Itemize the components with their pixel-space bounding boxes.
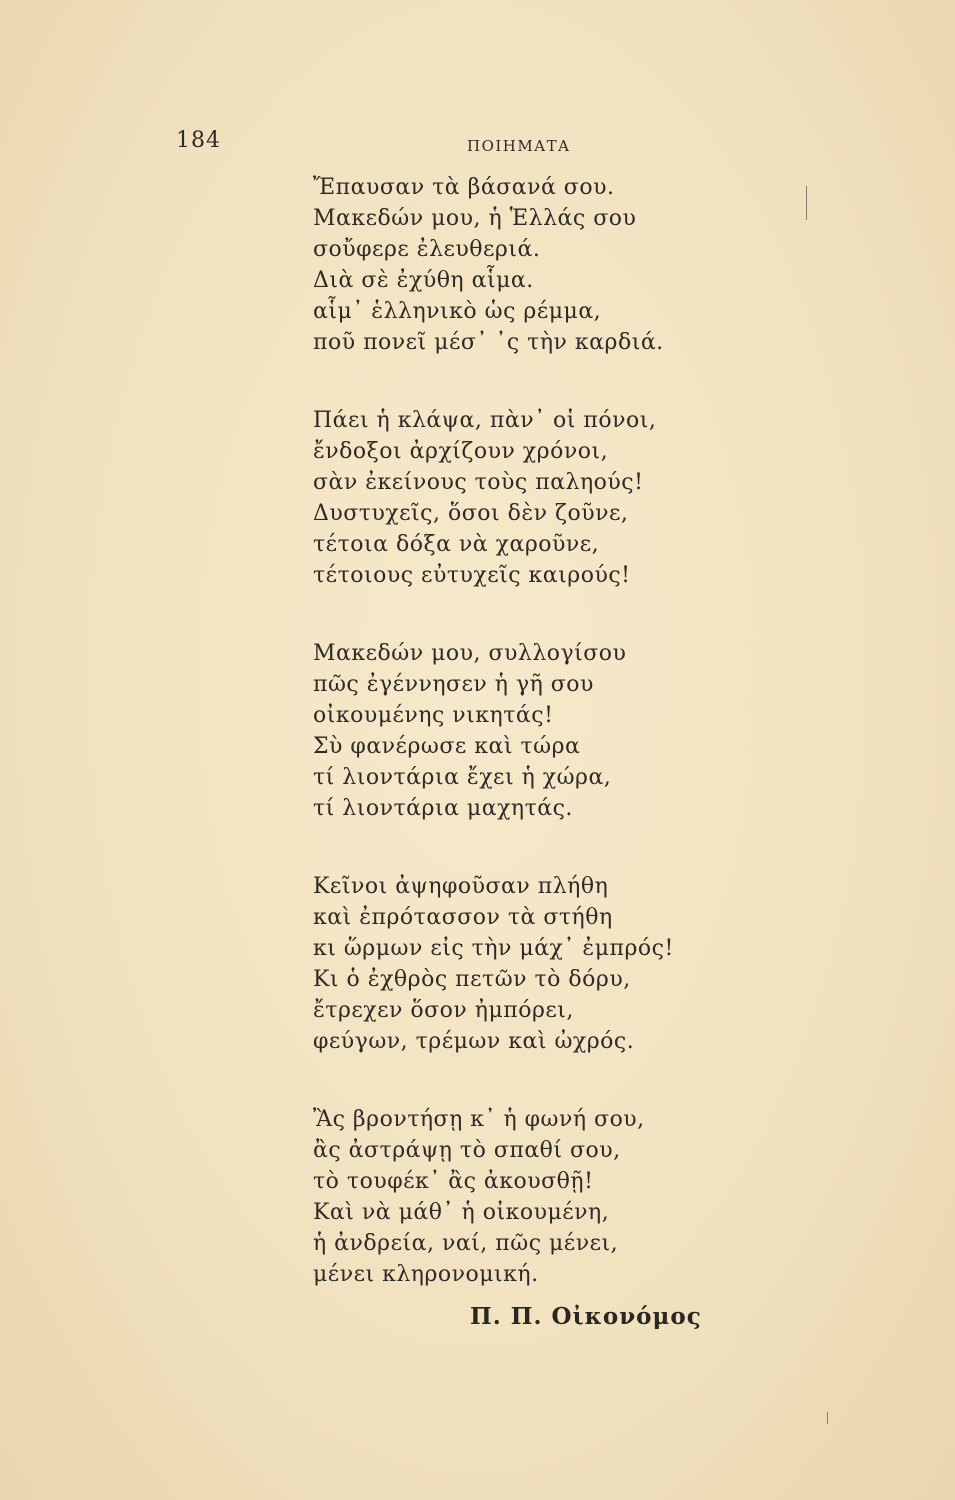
- paper-mark: [806, 186, 807, 220]
- poem-line: ἔνδοξοι ἀρχίζουν χρόνοι,: [313, 439, 609, 464]
- stanza-1: [313, 172, 674, 358]
- poem-line: καὶ ἐπρότασσον τὰ στήθη: [313, 905, 613, 930]
- poem-line: σοὔφερε ἐλευθεριά.: [313, 237, 541, 262]
- poem-line: σὰν ἐκείνους τοὺς παληούς!: [313, 470, 644, 495]
- poem-line: αἷμ᾽ ἑλληνικὸ ὡς ρέμμα,: [313, 299, 602, 324]
- poem-line: πῶς ἐγέννησεν ἡ γῆ σου: [313, 672, 594, 697]
- poem-line: Κι ὁ ἐχθρὸς πετῶν τὸ δόρυ,: [313, 967, 631, 992]
- stanza-3: [313, 638, 674, 824]
- poem-line: τέτοια δόξα νὰ χαροῦνε,: [313, 532, 600, 557]
- poem-line: ἡ ἀνδρεία, ναί, πῶς μένει,: [313, 1231, 619, 1256]
- poem-line: κι ὥρμων εἰς τὴν μάχ᾽ ἐμπρός!: [313, 936, 674, 961]
- poem: [313, 172, 674, 1290]
- poem-line: Σὺ φανέρωσε καὶ τώρα: [313, 734, 581, 759]
- poem-line: ἂς ἀστράψῃ τὸ σπαθί σου,: [313, 1138, 621, 1163]
- poem-line: Δυστυχεῖς, ὅσοι δὲν ζοῦνε,: [313, 501, 629, 526]
- poem-line: Διὰ σὲ ἐχύθη αἷμα.: [313, 268, 534, 293]
- poem-line: Μακεδών μου, συλλογίσου: [313, 641, 627, 666]
- poem-line: τὸ τουφέκ᾽ ἂς ἀκουσθῇ!: [313, 1169, 594, 1194]
- poem-line: μένει κληρονομική.: [313, 1262, 539, 1287]
- page-number: 184: [176, 128, 221, 153]
- poem-line: Πάει ἡ κλάψα, πὰν᾽ οἱ πόνοι,: [313, 408, 657, 433]
- poem-line: τέτοιους εὐτυχεῖς καιρούς!: [313, 563, 631, 588]
- poem-line: ποῦ πονεῖ μέσ᾽ ᾽ς τὴν καρδιά.: [313, 330, 664, 355]
- stanza-5: [313, 1104, 674, 1290]
- poem-line: φεύγων, τρέμων καὶ ὠχρός.: [313, 1029, 635, 1054]
- poem-line: ἔτρεχεν ὅσον ἠμπόρει,: [313, 998, 574, 1023]
- poem-line: Καὶ νὰ μάθ᾽ ἡ οἰκουμένη,: [313, 1200, 610, 1225]
- poem-line: Ἔπαυσαν τὰ βάσανά σου.: [313, 175, 615, 200]
- running-head: ΠΟΙΗΜΑΤΑ: [467, 137, 571, 155]
- paper-mark: [827, 1412, 828, 1424]
- poem-line: Ἂς βροντήσῃ κ᾽ ἡ φωνή σου,: [313, 1107, 645, 1132]
- author-signature: Π. Π. Οἰκονόμος: [470, 1303, 702, 1330]
- poem-line: Μακεδών μου, ἡ Ἑλλάς σου: [313, 206, 637, 231]
- stanza-2: [313, 405, 674, 591]
- poem-line: τί λιοντάρια μαχητάς.: [313, 796, 573, 821]
- stanza-4: [313, 871, 674, 1057]
- poem-line: τί λιοντάρια ἔχει ἡ χώρα,: [313, 765, 612, 790]
- poem-line: οἰκουμένης νικητάς!: [313, 703, 554, 728]
- poem-line: Κεῖνοι ἀψηφοῦσαν πλήθη: [313, 874, 609, 899]
